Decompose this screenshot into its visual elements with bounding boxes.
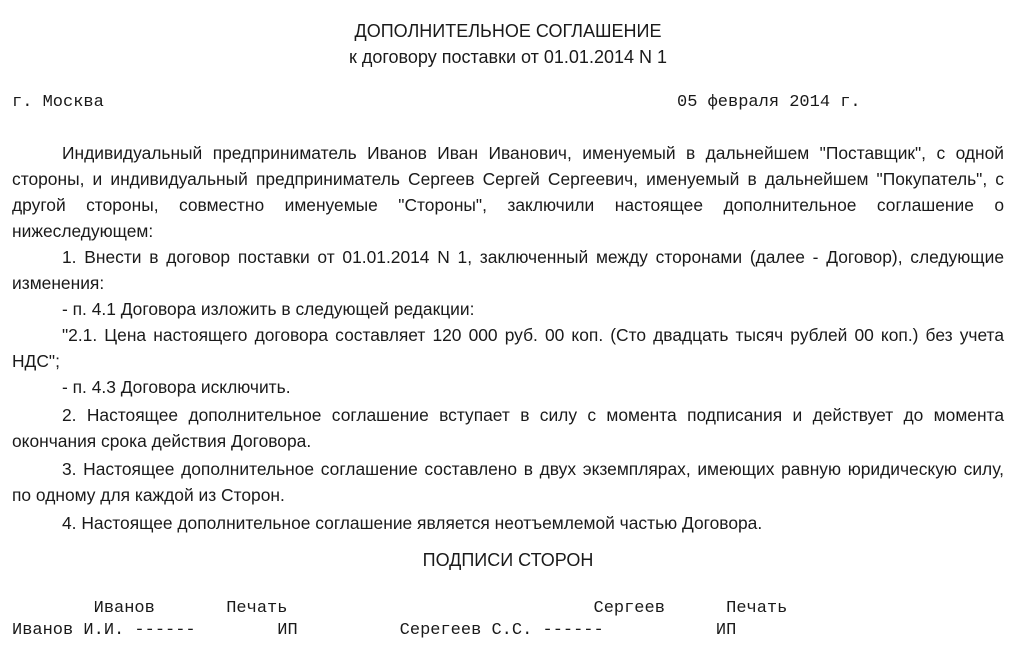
date-label: 05 февраля 2014 г. — [677, 93, 861, 112]
clause-1-sub-a-text: "2.1. Цена настоящего договора составляет 120 000 руб. 00 коп. (Сто двадцать тысяч рублей 00 коп.) без учета НДС"; — [12, 325, 1004, 371]
clause-2: 2. Настоящее дополнительное соглашение вступает в силу с момента подписания и действует до момента окончания срока действия Договора. — [12, 405, 1004, 451]
clause-4: 4. Настоящее дополнительное соглашение является неотъемлемой частью Договора. — [62, 513, 763, 533]
clause-3: 3. Настоящее дополнительное соглашение составлено в двух экземплярах, имеющих равную юридическую силу, по одному для каждой из Сторон. — [12, 459, 1004, 505]
clause-1-sub-a: - п. 4.1 Договора изложить в следующей редакции: — [62, 299, 475, 319]
signatures-title: ПОДПИСИ СТОРОН — [422, 550, 594, 570]
clause-1: 1. Внести в договор поставки от 01.01.2014 N 1, заключенный между сторонами (далее - Договор), следующие изменения: — [12, 247, 1004, 293]
city-label: г. Москва — [12, 93, 104, 112]
signature-line-1: Иванов Печать Сергеев Печать — [12, 599, 788, 618]
document-title: ДОПОЛНИТЕЛЬНОЕ СОГЛАШЕНИЕ — [354, 21, 662, 41]
document-subtitle: к договору поставки от 01.01.2014 N 1 — [348, 47, 667, 67]
agreement-body — [12, 140, 1004, 536]
intro-paragraph: Индивидуальный предприниматель Иванов Иван Иванович, именуемый в дальнейшем "Поставщик", с одной стороны, и индивидуальный предприниматель Сергеев Сергей Сергеевич, именуемый в дальнейшем "Покупатель", с другой стороны, совместно именуемые "Стороны", заключили настоящее дополнительное соглашение о нижеследующем: — [12, 143, 1004, 241]
clause-1-sub-b: - п. 4.3 Договора исключить. — [62, 377, 291, 397]
signature-line-2: Иванов И.И. ------ ИП Серегеев С.С. ------ ИП — [12, 621, 737, 640]
